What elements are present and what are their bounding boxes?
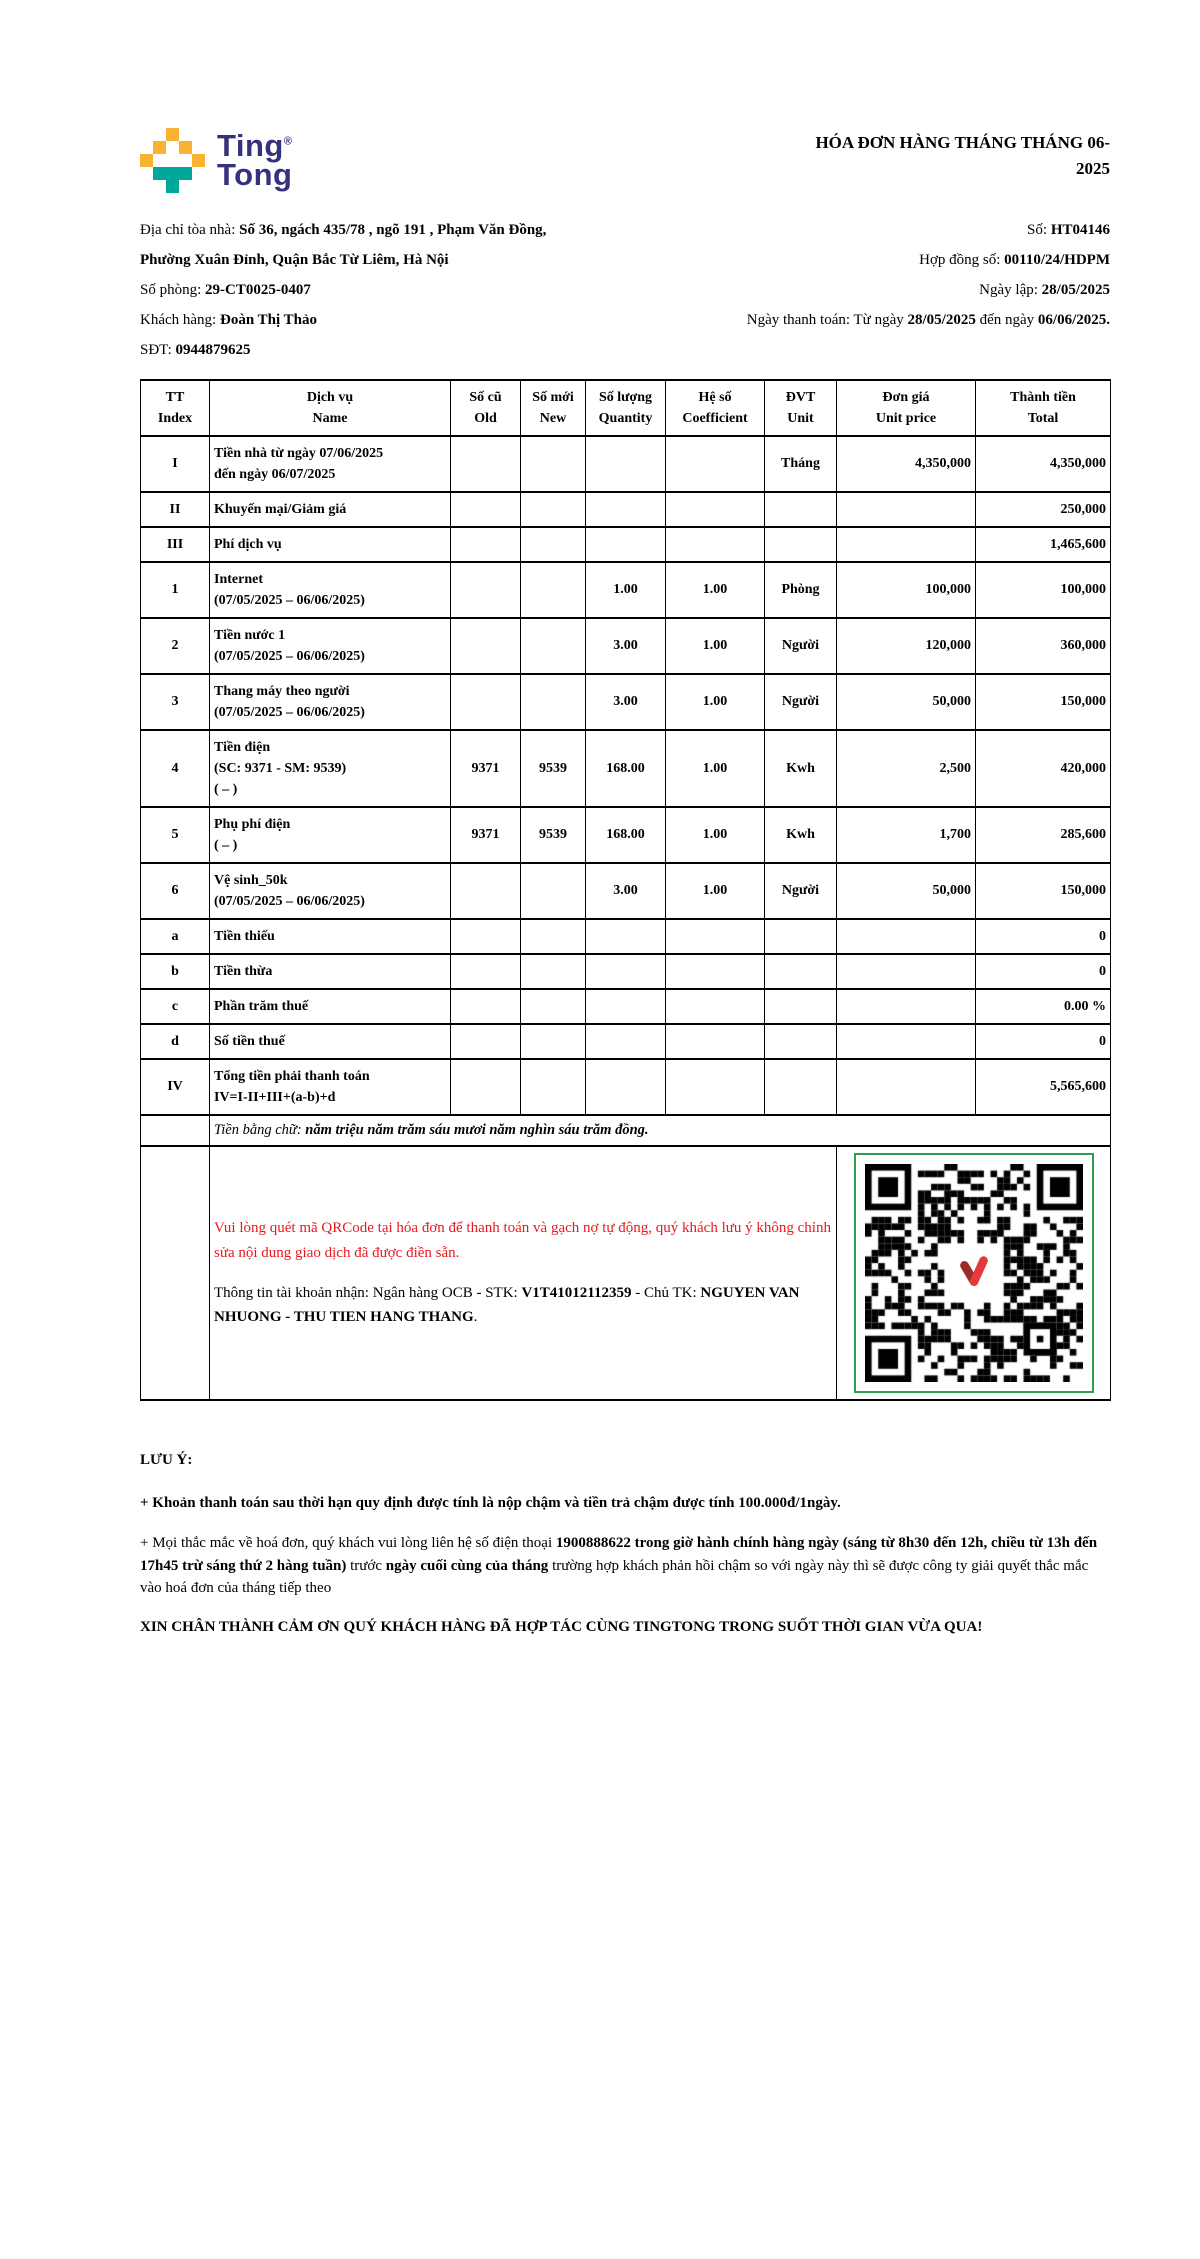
cell-index: [141, 1115, 210, 1146]
cell-service-name: Số tiền thuế: [210, 1024, 451, 1059]
cell-total: 150,000: [976, 863, 1111, 919]
cell-total: 100,000: [976, 562, 1111, 618]
cell-price: 1,700: [837, 807, 976, 863]
cell-total: 0: [976, 1024, 1111, 1059]
cell-new: [521, 954, 586, 989]
cell-new: [521, 436, 586, 492]
cell-price: 2,500: [837, 730, 976, 807]
document-title: HÓA ĐƠN HÀNG THÁNG THÁNG 06-2025: [815, 133, 1110, 179]
cell-price: 50,000: [837, 674, 976, 730]
info-row: [140, 215, 1110, 245]
cell-coef: 1.00: [666, 618, 765, 674]
column-header: TT Index: [141, 380, 210, 436]
cell-unit: [765, 1059, 837, 1115]
cell-new: [521, 492, 586, 527]
amount-in-words: Tiền bằng chữ: năm triệu năm trăm sáu mươi năm nghìn sáu trăm đồng.: [210, 1115, 1111, 1146]
cell-service-name: Tiền nước 1 (07/05/2025 – 06/06/2025): [210, 618, 451, 674]
cell-service-name: Thang máy theo người (07/05/2025 – 06/06/2025): [210, 674, 451, 730]
invoice-row: [141, 562, 1111, 618]
cell-unit: Người: [765, 863, 837, 919]
cell-new: [521, 989, 586, 1024]
info-right-text: Số: HT04146: [1027, 222, 1110, 238]
cell-old: [451, 527, 521, 562]
thank-you-note: XIN CHÂN THÀNH CẢM ƠN QUÝ KHÁCH HÀNG ĐÃ HỢP TÁC CÙNG TINGTONG TRONG SUỐT THỜI GIAN VỪA QUA!: [140, 1618, 983, 1635]
invoice-row: [141, 954, 1111, 989]
cell-service-name: Tổng tiền phải thanh toán IV=I-II+III+(a-b)+d: [210, 1059, 451, 1115]
cell-unit: Kwh: [765, 730, 837, 807]
info-left-text: Số phòng: 29-CT0025-0407: [140, 282, 311, 298]
cell-price: [837, 1024, 976, 1059]
table-header-row: [141, 380, 1111, 436]
cell-index: [141, 1146, 210, 1400]
invoice-row: [141, 807, 1111, 863]
info-left-text: Địa chỉ tòa nhà: Số 36, ngách 435/78 , ngõ 191 , Phạm Văn Đồng,: [140, 222, 547, 238]
cell-old: [451, 989, 521, 1024]
cell-old: [451, 436, 521, 492]
cell-qty: [586, 492, 666, 527]
bank-account-text: Thông tin tài khoản nhận: Ngân hàng OCB - STK: V1T41012112359 - Chủ TK: NGUYEN VAN NHUONG - THU TIEN HANG THANG.: [214, 1285, 800, 1326]
cell-coef: [666, 436, 765, 492]
cell-qty: 168.00: [586, 730, 666, 807]
cell-total: 150,000: [976, 674, 1111, 730]
cell-service-name: Tiền thiếu: [210, 919, 451, 954]
column-header: Số cũ Old: [451, 380, 521, 436]
cell-total: 0: [976, 919, 1111, 954]
cell-total: 360,000: [976, 618, 1111, 674]
cell-price: 100,000: [837, 562, 976, 618]
cell-index: 3: [141, 674, 210, 730]
cell-qty: 3.00: [586, 863, 666, 919]
cell-old: [451, 954, 521, 989]
late-payment-note: + Khoản thanh toán sau thời hạn quy định được tính là nộp chậm và tiền trả chậm được tính 100.000đ/1ngày.: [140, 1494, 841, 1511]
cell-unit: Tháng: [765, 436, 837, 492]
info-row: [140, 275, 1110, 305]
qr-code: [854, 1153, 1094, 1393]
cell-index: 4: [141, 730, 210, 807]
cell-unit: [765, 492, 837, 527]
vietqr-v-icon: [946, 1245, 1002, 1301]
cell-unit: [765, 919, 837, 954]
column-header: Dịch vụ Name: [210, 380, 451, 436]
invoice-row: [141, 919, 1111, 954]
header: [140, 128, 1110, 193]
cell-qty: [586, 954, 666, 989]
info-right-text: Ngày thanh toán: Từ ngày 28/05/2025 đến ngày 06/06/2025.: [746, 312, 1110, 328]
cell-coef: [666, 954, 765, 989]
invoice-row: [141, 863, 1111, 919]
cell-coef: [666, 527, 765, 562]
cell-coef: [666, 919, 765, 954]
cell-old: [451, 562, 521, 618]
cell-qty: [586, 436, 666, 492]
cell-coef: 1.00: [666, 863, 765, 919]
cell-old: [451, 1059, 521, 1115]
cell-price: [837, 527, 976, 562]
cell-qty: [586, 919, 666, 954]
cell-service-name: Tiền điện (SC: 9371 - SM: 9539) ( – ): [210, 730, 451, 807]
cell-coef: 1.00: [666, 562, 765, 618]
cell-new: [521, 562, 586, 618]
column-header: ĐVT Unit: [765, 380, 837, 436]
cell-index: c: [141, 989, 210, 1024]
column-header: Số mới New: [521, 380, 586, 436]
cell-new: [521, 618, 586, 674]
cell-price: [837, 989, 976, 1024]
cell-new: 9539: [521, 807, 586, 863]
logo-wordmark: Ting® Tong: [217, 127, 293, 192]
cell-price: [837, 492, 976, 527]
cell-index: a: [141, 919, 210, 954]
notes-heading: LƯU Ý:: [140, 1452, 193, 1468]
cell-coef: [666, 989, 765, 1024]
cell-coef: [666, 1024, 765, 1059]
cell-index: 5: [141, 807, 210, 863]
invoice-row: [141, 527, 1111, 562]
invoice-row: [141, 674, 1111, 730]
cell-new: [521, 674, 586, 730]
invoice-row: [141, 1024, 1111, 1059]
cell-index: I: [141, 436, 210, 492]
tingtong-logo: [140, 128, 292, 193]
cell-old: [451, 618, 521, 674]
invoice-row: [141, 1059, 1111, 1115]
cell-new: [521, 919, 586, 954]
cell-service-name: Phụ phí điện ( – ): [210, 807, 451, 863]
invoice-row: [141, 618, 1111, 674]
cell-qty: [586, 527, 666, 562]
info-right-text: Ngày lập: 28/05/2025: [979, 282, 1110, 298]
invoice-row: [141, 730, 1111, 807]
info-row: [140, 305, 1110, 335]
cell-index: d: [141, 1024, 210, 1059]
cell-old: [451, 1024, 521, 1059]
cell-total: 5,565,600: [976, 1059, 1111, 1115]
cell-index: IV: [141, 1059, 210, 1115]
info-left-text: Khách hàng: Đoàn Thị Thảo: [140, 312, 317, 328]
cell-coef: 1.00: [666, 807, 765, 863]
cell-total: 420,000: [976, 730, 1111, 807]
cell-service-name: Vệ sinh_50k (07/05/2025 – 06/06/2025): [210, 863, 451, 919]
cell-old: [451, 492, 521, 527]
invoice-table: [140, 379, 1111, 1401]
cell-old: [451, 674, 521, 730]
cell-index: II: [141, 492, 210, 527]
invoice-row: [141, 492, 1111, 527]
cell-unit: Người: [765, 618, 837, 674]
cell-price: 50,000: [837, 863, 976, 919]
cell-service-name: Phí dịch vụ: [210, 527, 451, 562]
cell-service-name: Khuyến mại/Giảm giá: [210, 492, 451, 527]
cell-price: [837, 1059, 976, 1115]
info-left-text: SĐT: 0944879625: [140, 342, 251, 358]
cell-unit: Kwh: [765, 807, 837, 863]
info-row: [140, 335, 1110, 365]
cell-total: 250,000: [976, 492, 1111, 527]
cell-old: 9371: [451, 730, 521, 807]
payment-qr-row: [141, 1146, 1111, 1400]
cell-price: [837, 954, 976, 989]
info-left-text: Phường Xuân Đỉnh, Quận Bắc Từ Liêm, Hà Nội: [140, 252, 449, 268]
notes-section: [140, 1449, 1110, 1638]
cell-price: 120,000: [837, 618, 976, 674]
column-header: Đơn giá Unit price: [837, 380, 976, 436]
cell-service-name: Internet (07/05/2025 – 06/06/2025): [210, 562, 451, 618]
cell-unit: [765, 989, 837, 1024]
cell-unit: [765, 954, 837, 989]
cell-new: [521, 1059, 586, 1115]
qr-code-cell: [837, 1146, 1111, 1400]
cell-total: 0: [976, 954, 1111, 989]
cell-unit: [765, 527, 837, 562]
cell-total: 0.00 %: [976, 989, 1111, 1024]
column-header: Thành tiền Total: [976, 380, 1111, 436]
cell-coef: [666, 1059, 765, 1115]
cell-service-name: Tiền nhà từ ngày 07/06/2025 đến ngày 06/07/2025: [210, 436, 451, 492]
cell-service-name: Tiền thừa: [210, 954, 451, 989]
cell-qty: 168.00: [586, 807, 666, 863]
cell-qty: [586, 1059, 666, 1115]
cell-new: [521, 527, 586, 562]
cell-coef: 1.00: [666, 674, 765, 730]
cell-qty: 3.00: [586, 618, 666, 674]
cell-total: 1,465,600: [976, 527, 1111, 562]
cell-qty: [586, 1024, 666, 1059]
cell-coef: 1.00: [666, 730, 765, 807]
cell-unit: [765, 1024, 837, 1059]
cell-old: 9371: [451, 807, 521, 863]
invoice-info: [140, 215, 1110, 365]
info-right-text: Hợp đồng số: 00110/24/HDPM: [919, 252, 1110, 268]
column-header: Hệ số Coefficient: [666, 380, 765, 436]
tingtong-pixel-arrow-icon: [140, 128, 205, 193]
info-row: [140, 245, 1110, 275]
cell-unit: Người: [765, 674, 837, 730]
invoice-row: [141, 989, 1111, 1024]
amount-in-words-row: [141, 1115, 1111, 1146]
cell-index: 6: [141, 863, 210, 919]
cell-old: [451, 863, 521, 919]
hotline-note: + Mọi thắc mắc về hoá đơn, quý khách vui lòng liên hệ số điện thoại 1900888622 trong giờ hành chính hàng ngày (sáng từ 8h30 đến 12h, chiều từ 13h đến 17h45 trừ sáng thứ 2 hàng tuần) trước ngày cuối cùng của tháng trường hợp khách phản hồi chậm so với ngày này thì sẽ được công ty giải quyết thắc mắc vào hoá đơn của tháng tiếp theo: [140, 1535, 1098, 1596]
cell-unit: Phòng: [765, 562, 837, 618]
cell-qty: 3.00: [586, 674, 666, 730]
cell-qty: 1.00: [586, 562, 666, 618]
cell-service-name: Phần trăm thuế: [210, 989, 451, 1024]
cell-new: [521, 1024, 586, 1059]
cell-old: [451, 919, 521, 954]
column-header: Số lượng Quantity: [586, 380, 666, 436]
cell-price: [837, 919, 976, 954]
cell-new: 9539: [521, 730, 586, 807]
payment-instructions: [210, 1146, 837, 1400]
qr-warning-text: Vui lòng quét mã QRCode tại hóa đơn để thanh toán và gạch nợ tự động, quý khách lưu ý không chỉnh sửa nội dung giao dịch đã được điền sẵn.: [214, 1220, 831, 1261]
info-right-text: [251, 335, 1110, 365]
registered-mark: ®: [283, 135, 293, 148]
invoice-row: [141, 436, 1111, 492]
cell-new: [521, 863, 586, 919]
cell-total: 285,600: [976, 807, 1111, 863]
cell-coef: [666, 492, 765, 527]
cell-index: b: [141, 954, 210, 989]
cell-index: 2: [141, 618, 210, 674]
cell-index: 1: [141, 562, 210, 618]
cell-total: 4,350,000: [976, 436, 1111, 492]
cell-price: 4,350,000: [837, 436, 976, 492]
cell-index: III: [141, 527, 210, 562]
cell-qty: [586, 989, 666, 1024]
